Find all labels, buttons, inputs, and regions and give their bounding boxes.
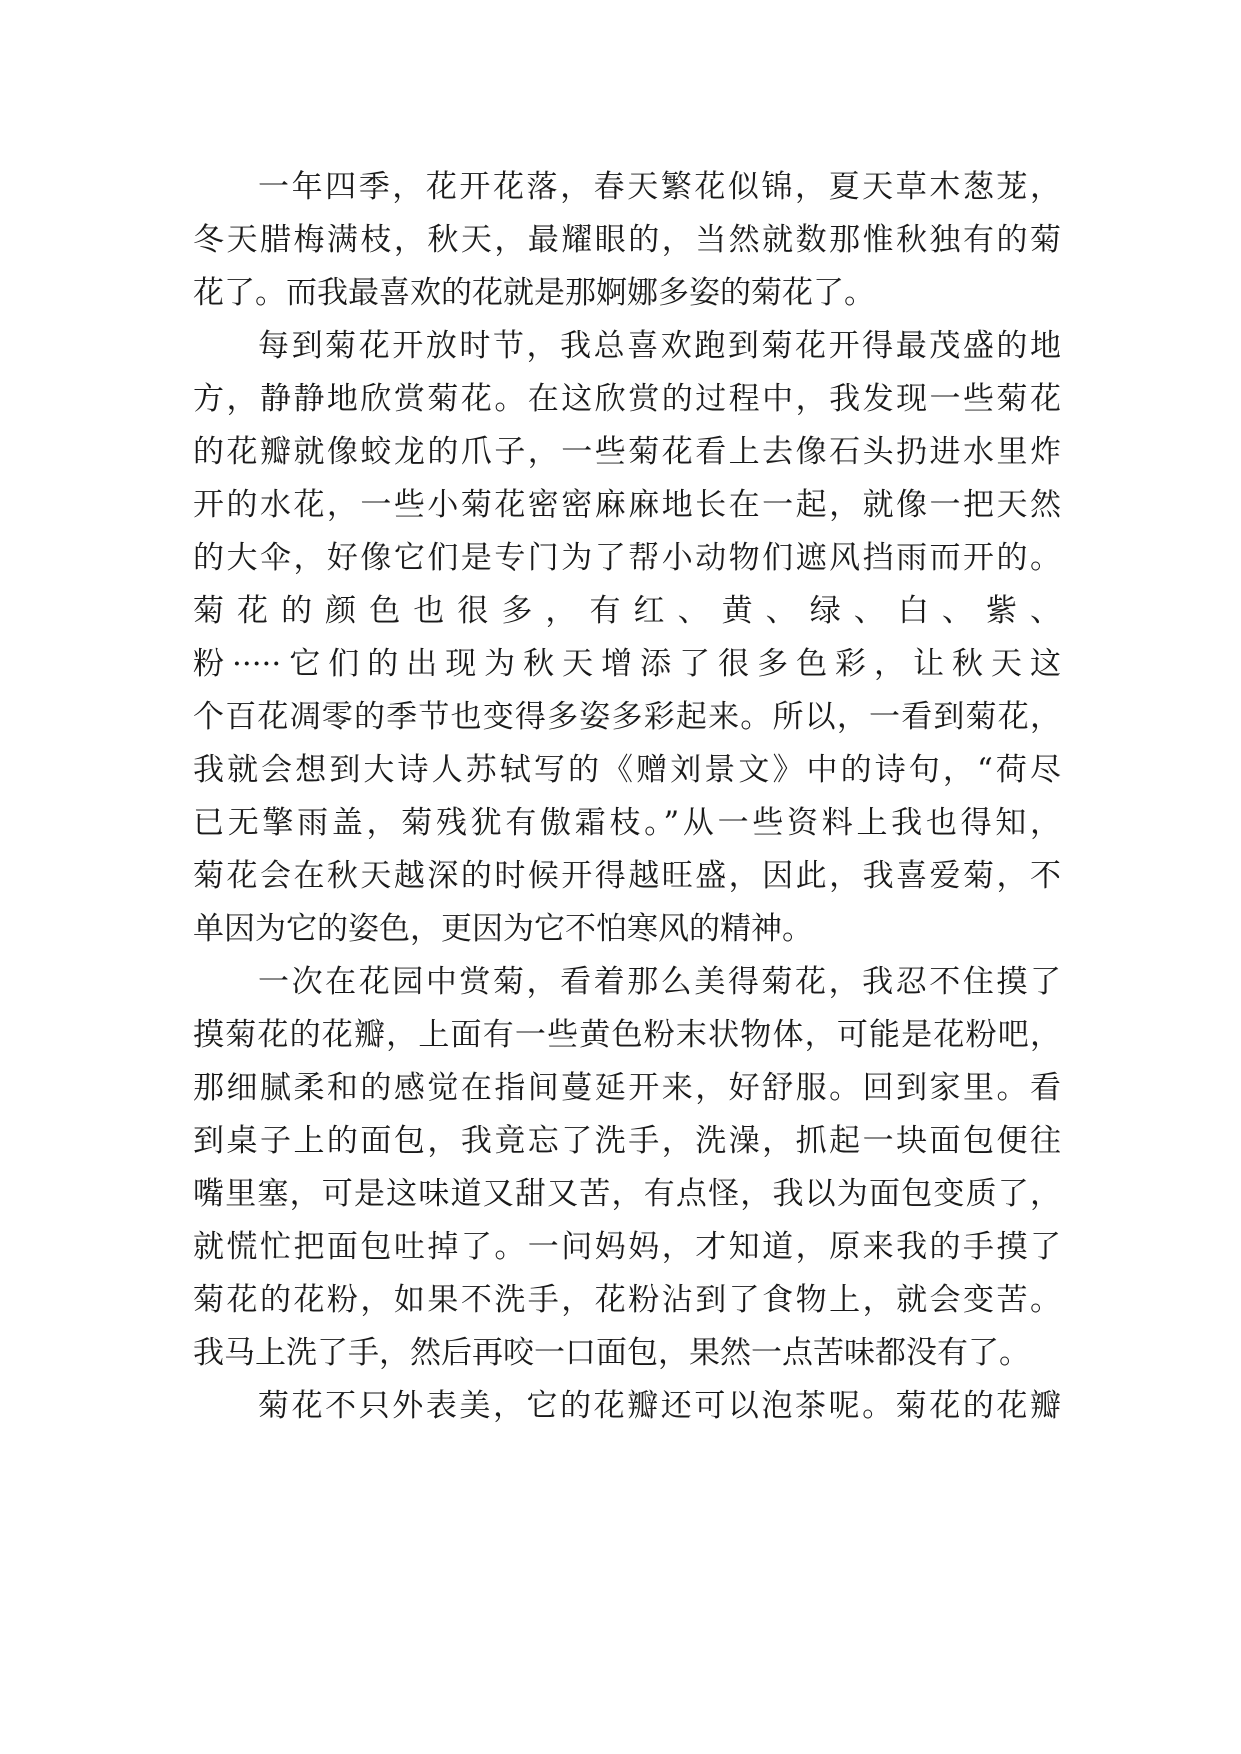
paragraph-3-line-4: 到桌子上的面包，我竟忘了洗手，洗澡，抓起一块面包便往	[193, 1123, 1061, 1159]
paragraph-1-line-3: 花了。而我最喜欢的花就是那婀娜多姿的菊花了。	[193, 275, 875, 311]
paragraph-1-line-1: 一年四季，花开花落，春天繁花似锦，夏天草木葱茏，	[258, 169, 1061, 205]
paragraph-4-line-1: 菊花不只外表美，它的花瓣还可以泡茶呢。菊花的花瓣	[258, 1388, 1061, 1424]
paragraph-2-line-6: 菊花的颜色也很多，有红、黄、绿、白、紫、	[193, 593, 1061, 629]
paragraph-3-line-2: 摸菊花的花瓣，上面有一些黄色粉末状物体，可能是花粉吧，	[193, 1017, 1061, 1053]
paragraph-2-line-11: 菊花会在秋天越深的时候开得越旺盛，因此，我喜爱菊，不	[193, 858, 1061, 894]
paragraph-3-line-5: 嘴里塞，可是这味道又甜又苦，有点怪，我以为面包变质了，	[193, 1176, 1061, 1212]
paragraph-2-line-4: 开的水花，一些小菊花密密麻麻地长在一起，就像一把天然	[193, 487, 1061, 523]
paragraph-1-line-2: 冬天腊梅满枝，秋天，最耀眼的，当然就数那惟秋独有的菊	[193, 222, 1061, 258]
paragraph-3-line-8: 我马上洗了手，然后再咬一口面包，果然一点苦味都没有了。	[193, 1335, 1030, 1371]
paragraph-3-line-7: 菊花的花粉，如果不洗手，花粉沾到了食物上，就会变苦。	[193, 1282, 1061, 1318]
paragraph-2-line-10: 已无擎雨盖，菊残犹有傲霜枝。”从一些资料上我也得知，	[193, 805, 1061, 841]
paragraph-2-line-7: 粉·····它们的出现为秋天增添了很多色彩，让秋天这	[193, 646, 1061, 682]
paragraph-3-line-1: 一次在花园中赏菊，看着那么美得菊花，我忍不住摸了	[258, 964, 1061, 1000]
paragraph-3-line-6: 就慌忙把面包吐掉了。一问妈妈，才知道，原来我的手摸了	[193, 1229, 1061, 1265]
paragraph-2-line-3: 的花瓣就像蛟龙的爪子，一些菊花看上去像石头扔进水里炸	[193, 434, 1061, 470]
paragraph-2-line-12: 单因为它的姿色，更因为它不怕寒风的精神。	[193, 911, 813, 947]
paragraph-2-line-1: 每到菊花开放时节，我总喜欢跑到菊花开得最茂盛的地	[258, 328, 1061, 364]
paragraph-3-line-3: 那细腻柔和的感觉在指间蔓延开来，好舒服。回到家里。看	[193, 1070, 1061, 1106]
paragraph-2-line-2: 方，静静地欣赏菊花。在这欣赏的过程中，我发现一些菊花	[193, 381, 1061, 417]
paragraph-2-line-9: 我就会想到大诗人苏轼写的《赠刘景文》中的诗句，“荷尽	[193, 752, 1061, 788]
paragraph-2-line-5: 的大伞，好像它们是专门为了帮小动物们遮风挡雨而开的。	[193, 540, 1061, 576]
paragraph-2-line-8: 个百花凋零的季节也变得多姿多彩起来。所以，一看到菊花，	[193, 699, 1061, 735]
